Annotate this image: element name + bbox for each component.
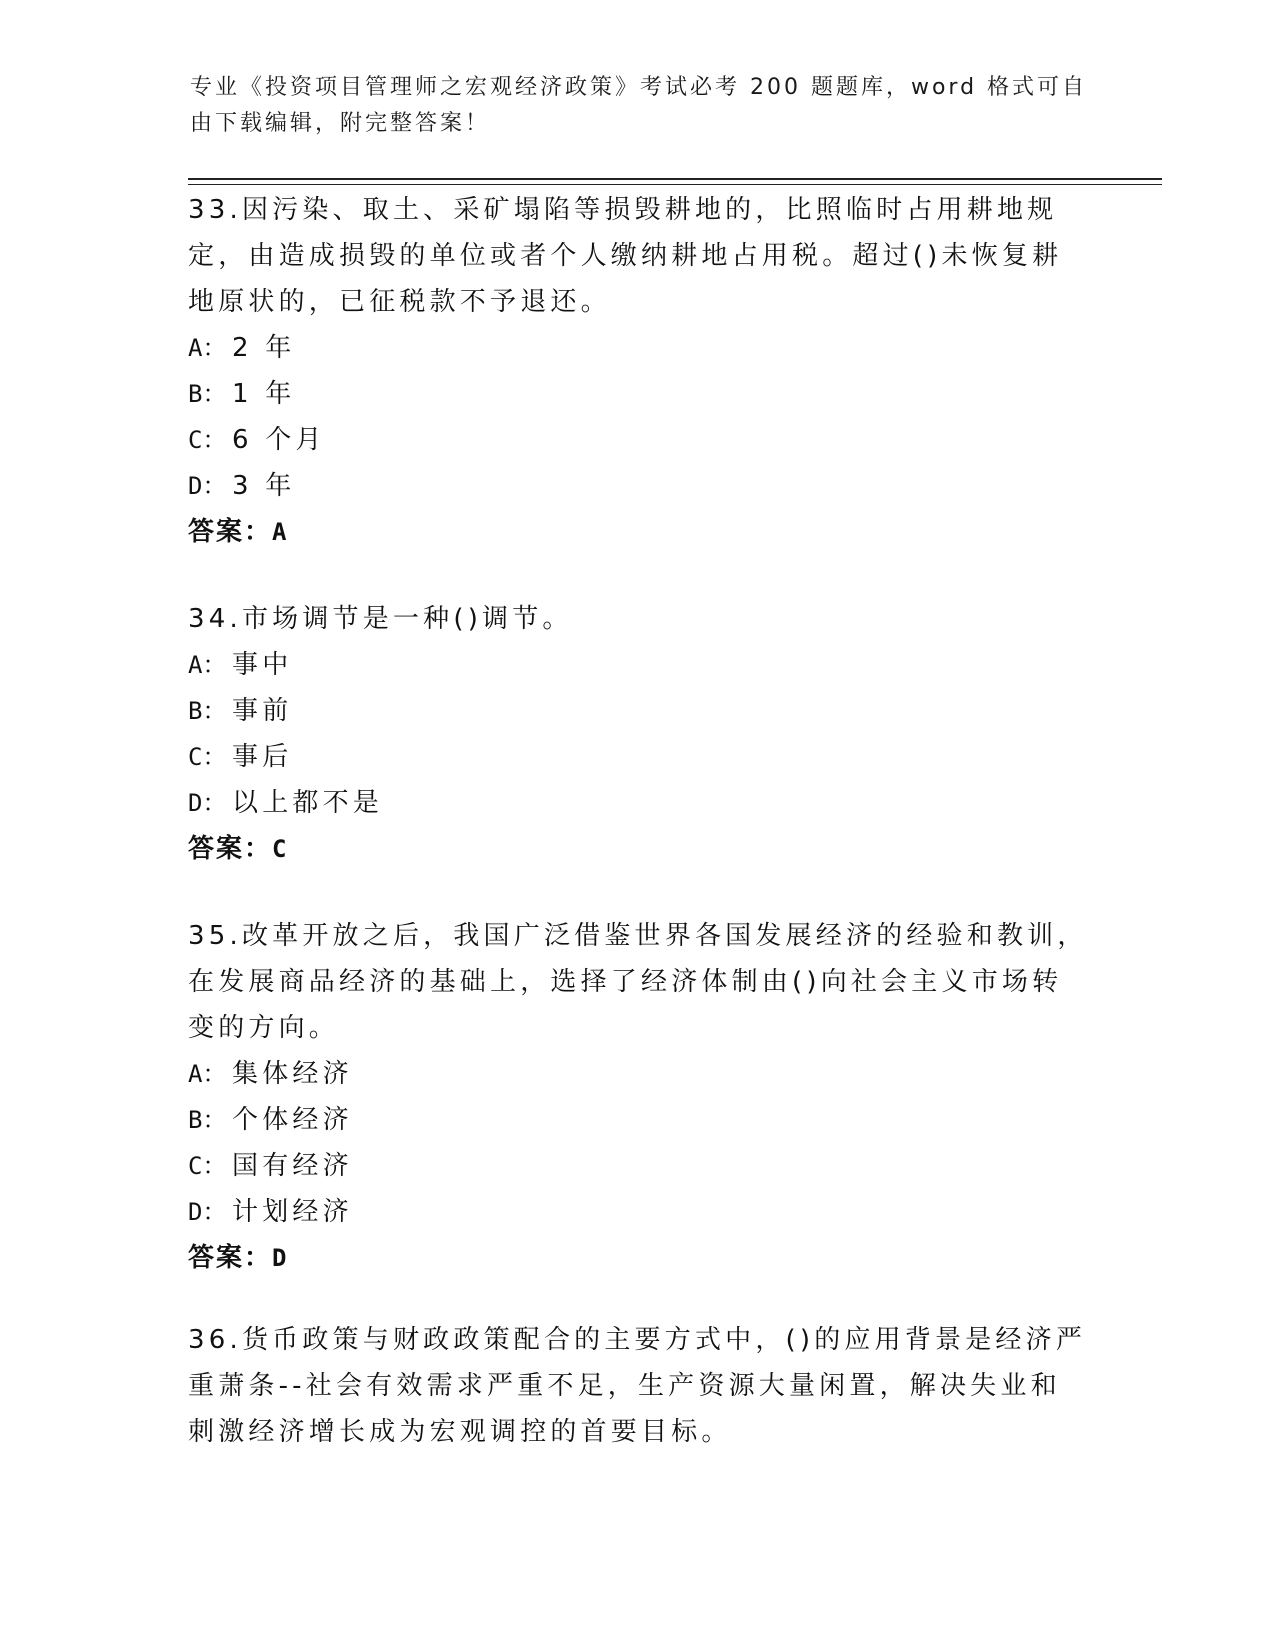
option-letter: D： (188, 472, 227, 500)
header-divider (188, 178, 1162, 180)
option-b (188, 371, 1088, 417)
answer-line (188, 826, 1088, 872)
option-text: 3 年 (232, 471, 296, 501)
answer-label: 答案： (188, 1243, 273, 1273)
option-b (188, 1097, 1088, 1143)
answer-value: D (272, 1244, 287, 1272)
header-divider-thin (188, 184, 1162, 185)
question-stem: 35.改革开放之后，我国广泛借鉴世界各国发展经济的经验和教训，在发展商品经济的基础上，选择了经济体制由()向社会主义市场转变的方向。 (188, 921, 1088, 1043)
option-letter: D： (188, 789, 227, 817)
question-33 (188, 187, 1088, 555)
option-d (188, 1189, 1088, 1235)
option-text: 事后 (232, 742, 293, 772)
option-letter: D： (188, 1198, 227, 1226)
question-36 (188, 1317, 1088, 1455)
option-text: 以上都不是 (232, 788, 384, 818)
option-letter: C： (188, 743, 227, 771)
option-letter: A： (188, 1060, 227, 1088)
answer-line (188, 509, 1088, 555)
option-a (188, 325, 1088, 371)
option-c (188, 417, 1088, 463)
option-letter: C： (188, 426, 227, 454)
option-text: 事中 (232, 650, 293, 680)
question-stem: 34.市场调节是一种()调节。 (188, 604, 573, 634)
document-header: 专业《投资项目管理师之宏观经济政策》考试必考 200 题题库，word 格式可自由下载编辑，附完整答案！ (190, 75, 1088, 136)
option-d (188, 463, 1088, 509)
question-34 (188, 596, 1088, 872)
answer-value: A (272, 518, 287, 546)
question-stem: 36.货币政策与财政政策配合的主要方式中，()的应用背景是经济严重萧条--社会有效需求严重不足，生产资源大量闲置，解决失业和刺激经济增长成为宏观调控的首要目标。 (188, 1325, 1087, 1447)
option-text: 个体经济 (232, 1105, 353, 1135)
option-b (188, 688, 1088, 734)
answer-label: 答案： (188, 834, 273, 864)
answer-value: C (272, 835, 287, 863)
option-letter: B： (188, 697, 227, 725)
option-text: 计划经济 (232, 1197, 353, 1227)
option-a (188, 1051, 1088, 1097)
question-stem: 33.因污染、取土、采矿塌陷等损毁耕地的，比照临时占用耕地规定，由造成损毁的单位或者个人缴纳耕地占用税。超过()未恢复耕地原状的，已征税款不予退还。 (188, 195, 1063, 317)
option-letter: A： (188, 651, 227, 679)
answer-line (188, 1235, 1088, 1281)
option-text: 1 年 (232, 379, 296, 409)
option-c (188, 1143, 1088, 1189)
option-text: 6 个月 (232, 425, 326, 455)
option-text: 2 年 (232, 333, 296, 363)
option-text: 国有经济 (232, 1151, 353, 1181)
option-c (188, 734, 1088, 780)
option-letter: B： (188, 380, 227, 408)
option-text: 集体经济 (232, 1059, 353, 1089)
answer-label: 答案： (188, 517, 273, 547)
option-text: 事前 (232, 696, 293, 726)
option-letter: A： (188, 334, 227, 362)
option-letter: B： (188, 1106, 227, 1134)
question-35 (188, 913, 1088, 1281)
option-a (188, 642, 1088, 688)
option-d (188, 780, 1088, 826)
option-letter: C： (188, 1152, 227, 1180)
